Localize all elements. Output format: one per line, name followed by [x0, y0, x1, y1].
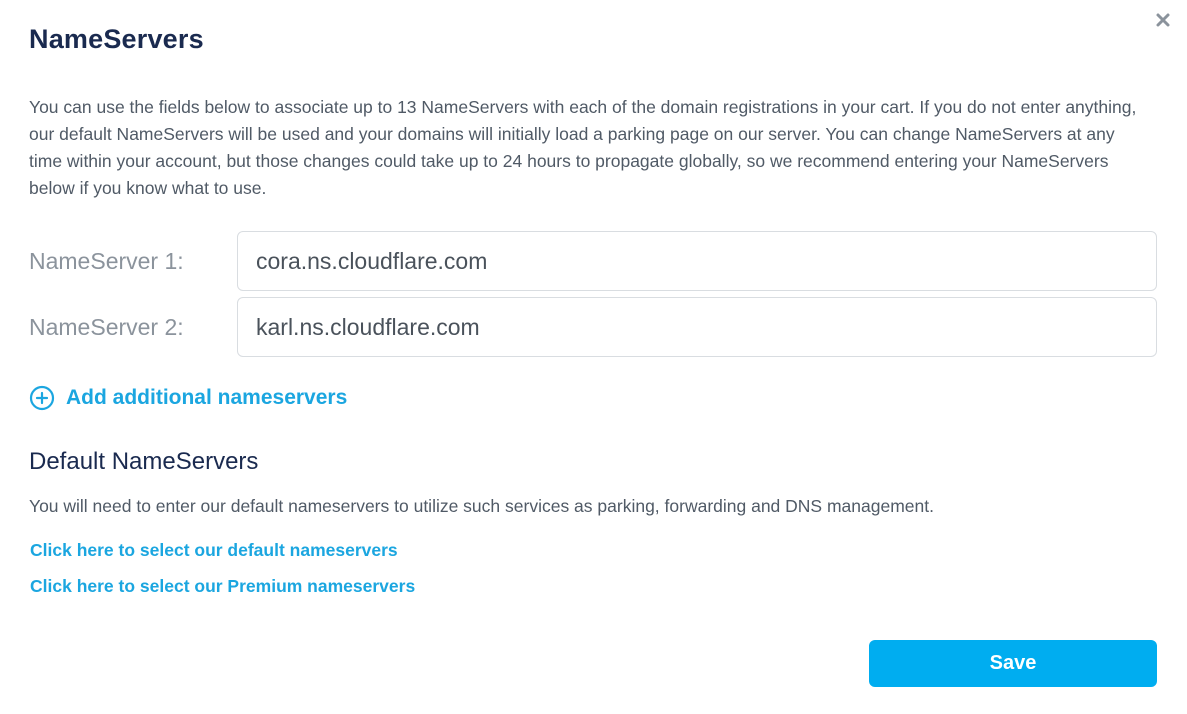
nameserver-2-label: NameServer 2:: [29, 314, 184, 340]
select-default-nameservers-link[interactable]: Click here to select our default nameservers: [30, 540, 398, 560]
save-button[interactable]: Save: [869, 640, 1157, 687]
close-icon: [1155, 12, 1171, 28]
default-nameservers-description: You will need to enter our default nameservers to utilize such services as parking, forwarding and DNS management.: [29, 496, 934, 516]
plus-circle-icon: [29, 385, 55, 411]
select-premium-nameservers-link[interactable]: Click here to select our Premium nameservers: [30, 576, 416, 596]
default-nameservers-heading: Default NameServers: [29, 448, 259, 475]
dialog-title: NameServers: [29, 24, 204, 54]
nameserver-row-2: [29, 297, 1157, 357]
add-nameservers-button[interactable]: [29, 383, 347, 413]
nameserver-2-input[interactable]: [237, 297, 1157, 357]
nameserver-1-label: NameServer 1:: [29, 248, 184, 274]
close-button[interactable]: [1151, 8, 1175, 32]
intro-text: You can use the fields below to associate up to 13 NameServers with each of the domain registrations in your cart. If you do not enter anything, our default NameServers will be used and your domains will initially load a parking page on our server. You can change NameServers at any time within your account, but those changes could take up to 24 hours to propagate globally, so we recommend entering your NameServers below if you know what to use.: [29, 97, 1137, 198]
add-nameservers-label: Add additional nameservers: [66, 386, 348, 409]
nameserver-1-input[interactable]: [237, 231, 1157, 291]
nameserver-row-1: [29, 231, 1157, 291]
